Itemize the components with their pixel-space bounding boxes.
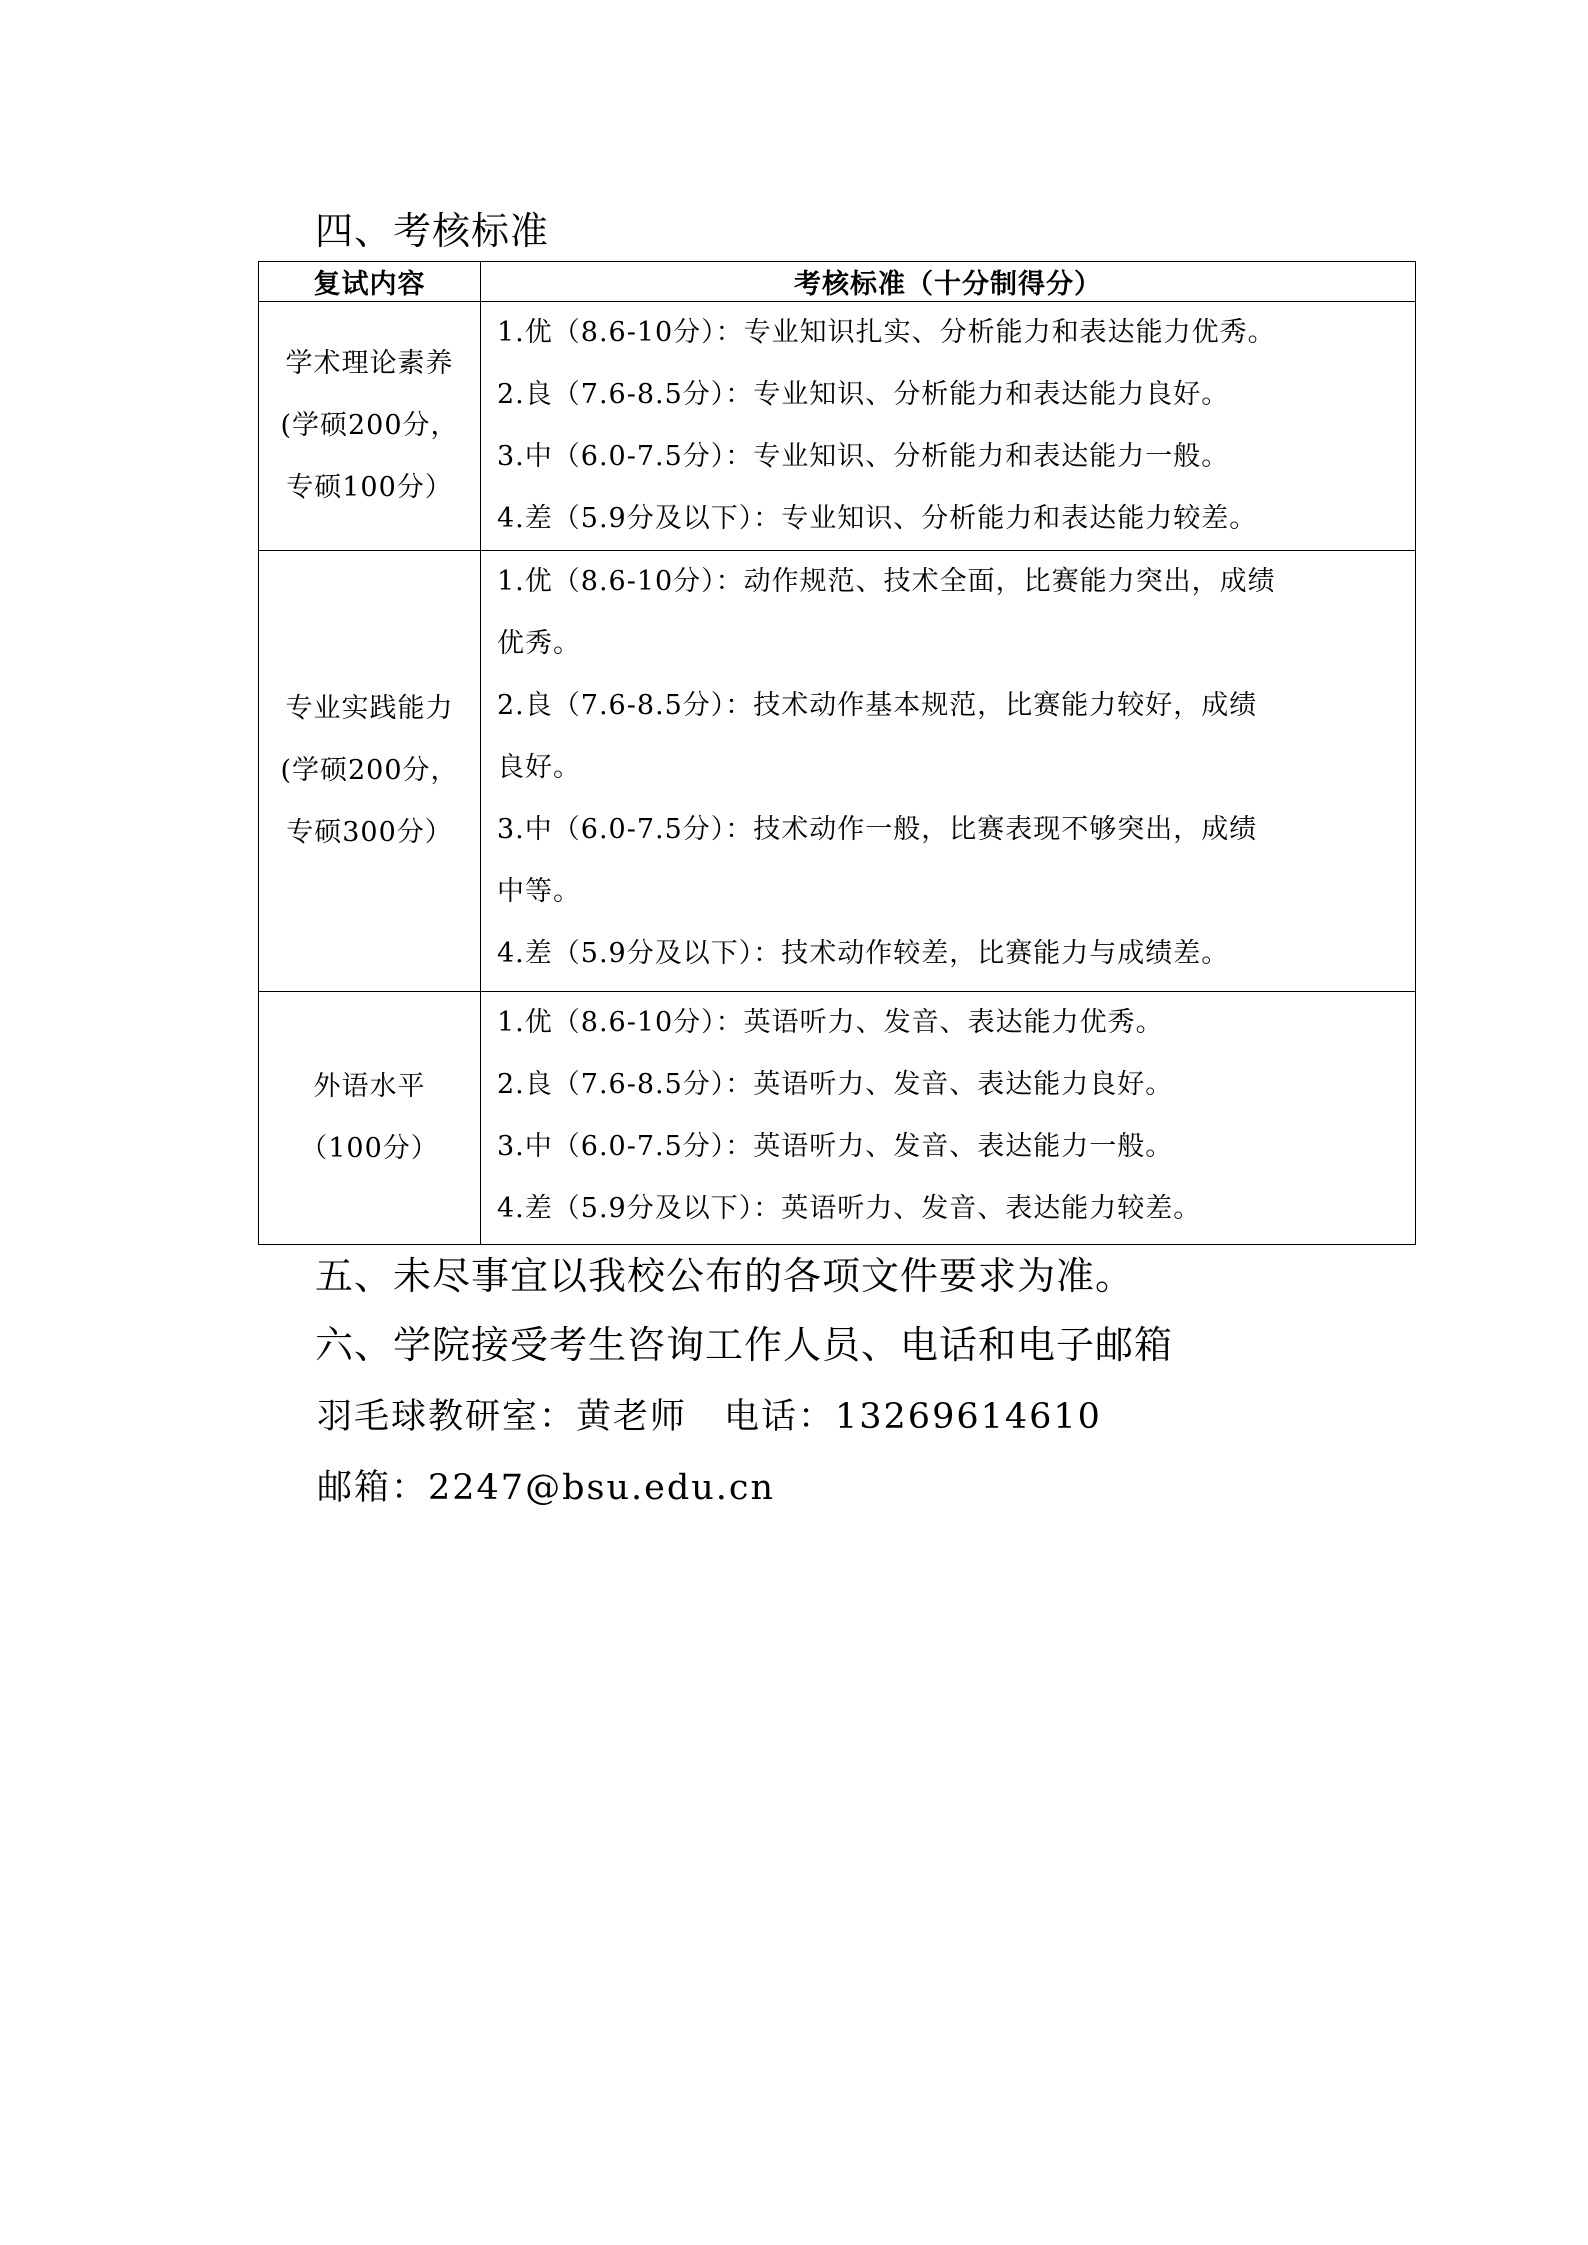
- standard-line: 1.优（8.6-10分）：英语听力、发音、表达能力优秀。: [497, 1007, 1164, 1038]
- standard-cell-practice-ability: [481, 551, 1416, 992]
- content-line: 外语水平: [313, 1071, 426, 1102]
- content-line: 专业实践能力: [285, 693, 454, 724]
- standard-line: 2.良（7.6-8.5分）：英语听力、发音、表达能力良好。: [497, 1069, 1174, 1100]
- content-cell-practice-ability: [259, 551, 481, 992]
- standard-line: 3.中（6.0-7.5分）：技术动作一般，比赛表现不够突出，成绩: [497, 814, 1258, 845]
- standard-line: 4.差（5.9分及以下）：技术动作较差，比赛能力与成绩差。: [497, 938, 1230, 969]
- standard-line: 3.中（6.0-7.5分）：专业知识、分析能力和表达能力一般。: [497, 441, 1230, 472]
- content-line: (学硕200分，: [280, 755, 459, 786]
- table-row: [259, 551, 1416, 992]
- standard-line: 良好。: [497, 752, 581, 783]
- table-row: [259, 302, 1416, 551]
- standard-line: 1.优（8.6-10分）：专业知识扎实、分析能力和表达能力优秀。: [497, 317, 1276, 348]
- content-line: （100分）: [300, 1133, 439, 1164]
- standard-line: 4.差（5.9分及以下）：专业知识、分析能力和表达能力较差。: [497, 503, 1258, 534]
- standard-line: 1.优（8.6-10分）：动作规范、技术全面，比赛能力突出，成绩: [497, 566, 1276, 597]
- standard-line: 4.差（5.9分及以下）：英语听力、发音、表达能力较差。: [497, 1193, 1202, 1224]
- contact-email: 邮箱：2247@bsu.edu.cn: [317, 1468, 776, 1508]
- standard-line: 优秀。: [497, 628, 581, 659]
- section-5-heading: 五、未尽事宜以我校公布的各项文件要求为准。: [315, 1254, 1135, 1298]
- section-4-heading: 四、考核标准: [315, 209, 550, 253]
- standard-line: 3.中（6.0-7.5分）：英语听力、发音、表达能力一般。: [497, 1131, 1174, 1162]
- contact-person-phone: 羽毛球教研室：黄老师 电话：13269614610: [317, 1397, 1102, 1437]
- section-6-heading: 六、学院接受考生咨询工作人员、电话和电子邮箱: [315, 1323, 1174, 1367]
- assessment-criteria-table: [258, 261, 1416, 1245]
- table-row: [259, 992, 1416, 1245]
- table-header-row: [259, 262, 1416, 302]
- standard-cell-foreign-language: [481, 992, 1416, 1245]
- content-line: 学术理论素养: [285, 348, 454, 379]
- content-cell-foreign-language: [259, 992, 481, 1245]
- content-line: (学硕200分，: [280, 410, 459, 441]
- header-content: 复试内容: [259, 262, 481, 302]
- header-standard: 考核标准（十分制得分）: [481, 262, 1416, 302]
- standard-line: 2.良（7.6-8.5分）：技术动作基本规范，比赛能力较好，成绩: [497, 690, 1258, 721]
- standard-line: 2.良（7.6-8.5分）：专业知识、分析能力和表达能力良好。: [497, 379, 1230, 410]
- standard-line: 中等。: [497, 876, 581, 907]
- content-line: 专硕100分）: [286, 472, 453, 503]
- standard-cell-academic-theory: [481, 302, 1416, 551]
- content-cell-academic-theory: [259, 302, 481, 551]
- content-line: 专硕300分）: [286, 817, 453, 848]
